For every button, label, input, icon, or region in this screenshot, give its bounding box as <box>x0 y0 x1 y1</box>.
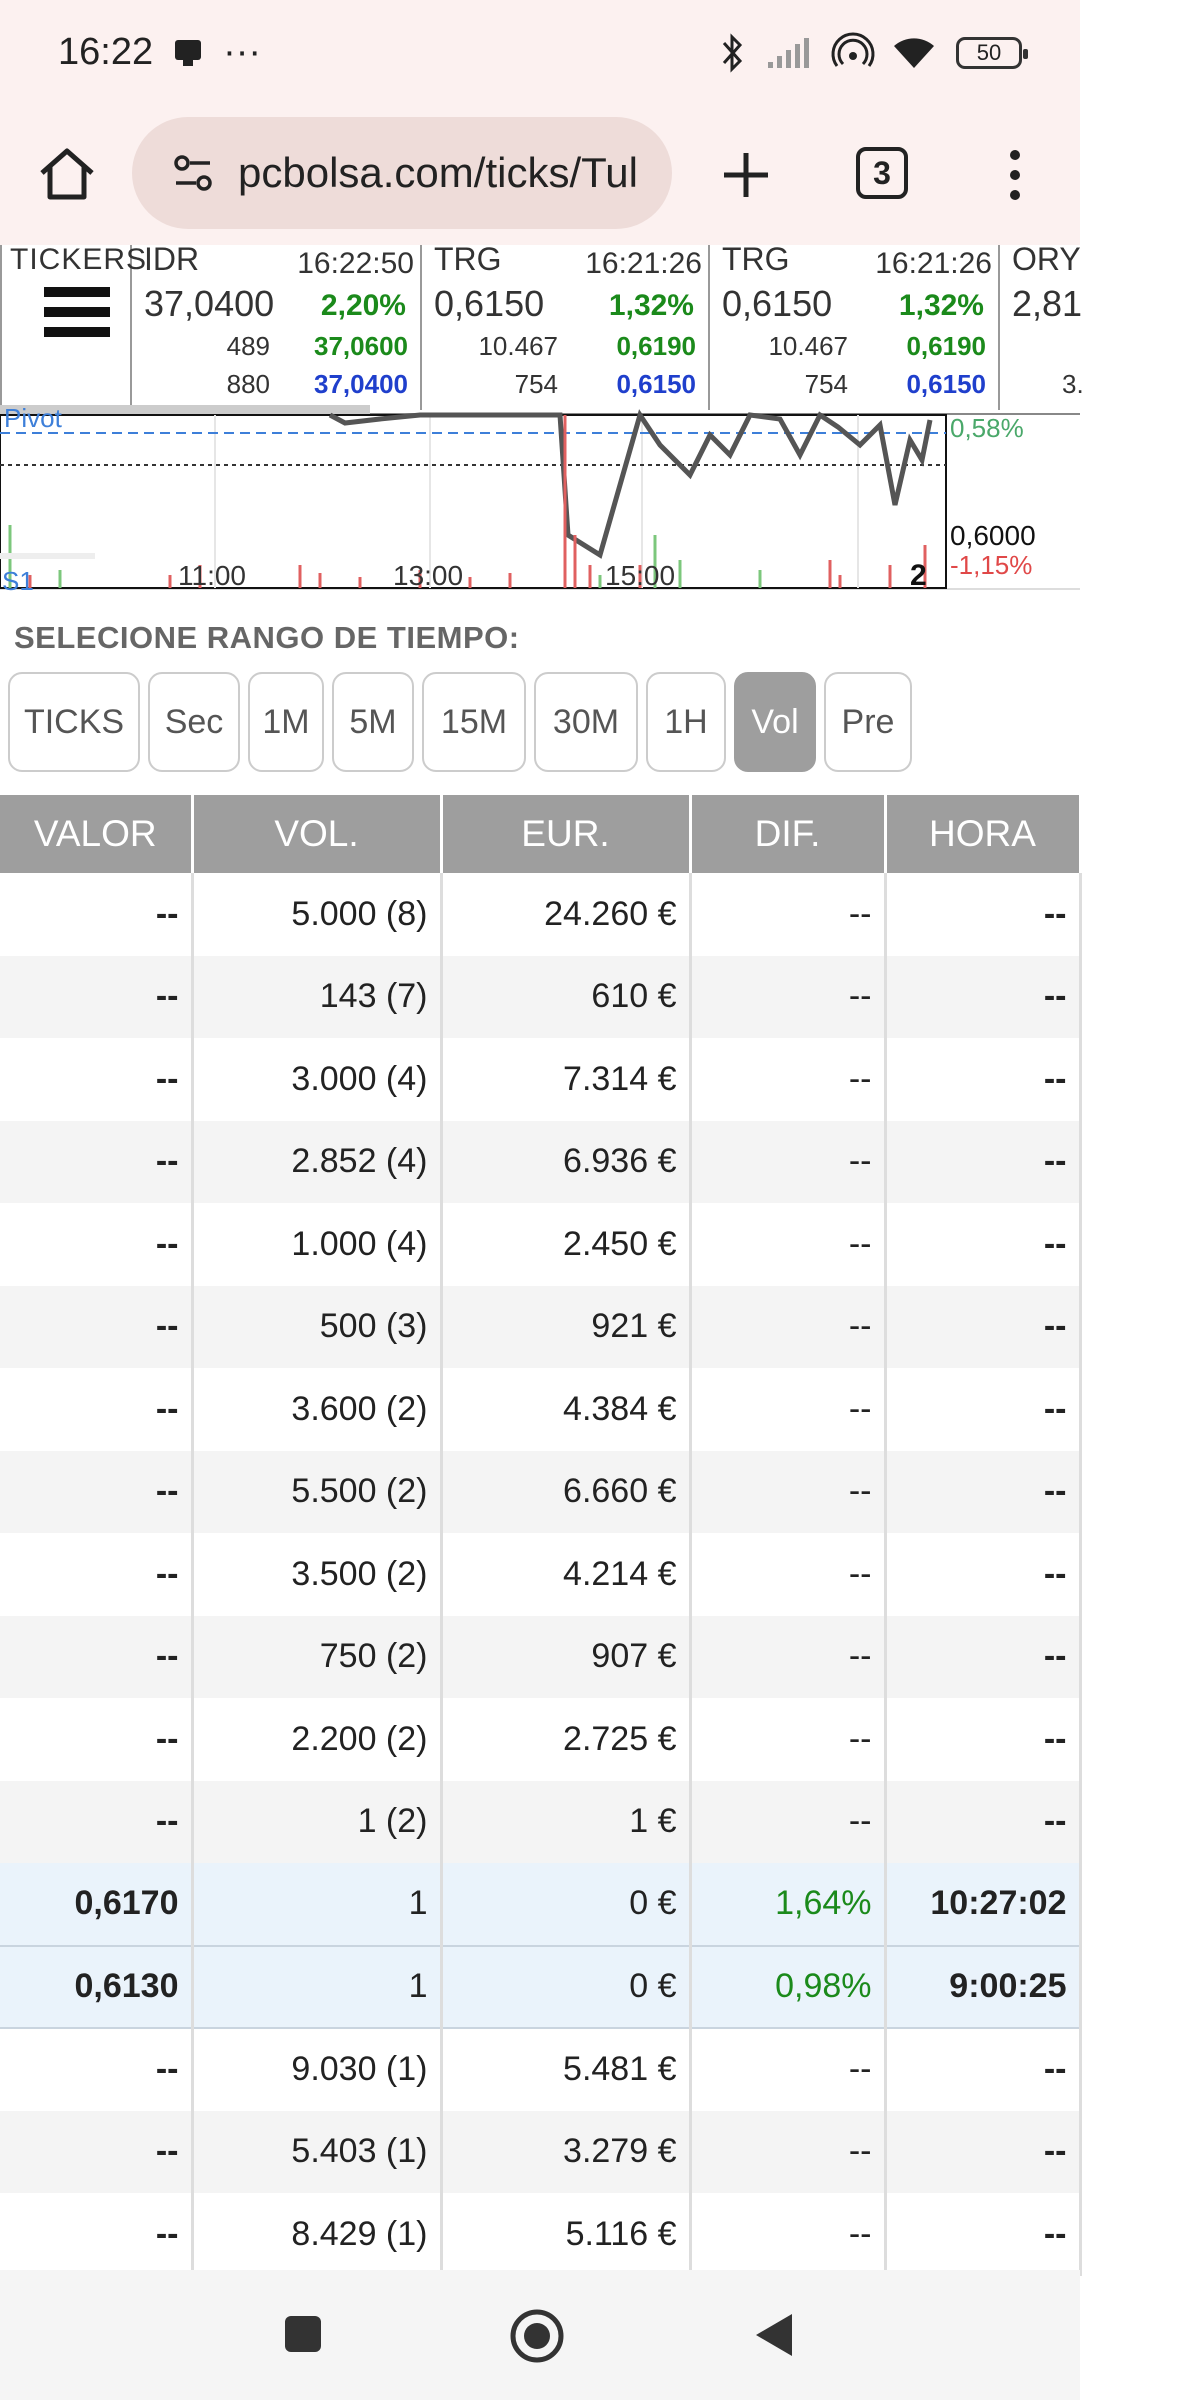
hotspot-icon <box>834 36 872 70</box>
table-row[interactable] <box>0 1863 1080 1946</box>
ticker-ask: 0,6150 <box>616 369 696 399</box>
cell-eur: 610 € <box>441 956 690 1039</box>
cell-hora: -- <box>885 1616 1080 1699</box>
cell-vol: 750 (2) <box>192 1616 441 1699</box>
range-button-30m[interactable]: 30M <box>534 672 638 772</box>
table-row[interactable] <box>0 1533 1080 1616</box>
status-bar <box>0 0 1080 105</box>
cell-dif: -- <box>690 2028 885 2111</box>
cell-vol: 5.000 (8) <box>192 873 441 956</box>
status-time: 16:22 <box>58 31 154 73</box>
cell-dif: 0,98% <box>690 1946 885 2029</box>
cell-dif: -- <box>690 1121 885 1204</box>
cell-hora: -- <box>885 1038 1080 1121</box>
ticker-ask-volume: 3. <box>1062 369 1084 399</box>
cell-dif: -- <box>690 1616 885 1699</box>
table-row[interactable] <box>0 1698 1080 1781</box>
volume-table[interactable] <box>0 795 1080 2270</box>
range-button-pre[interactable]: Pre <box>824 672 912 772</box>
cell-valor: -- <box>0 1368 192 1451</box>
cell-dif: -- <box>690 1698 885 1781</box>
cell-vol: 500 (3) <box>192 1286 441 1369</box>
cell-dif: -- <box>690 1533 885 1616</box>
table-row[interactable] <box>0 1121 1080 1204</box>
column-header-hora[interactable]: HORA <box>885 795 1080 873</box>
cell-eur: 0 € <box>441 1946 690 2029</box>
range-button-15m[interactable]: 15M <box>422 672 526 772</box>
table-row[interactable] <box>0 873 1080 956</box>
cell-eur: 2.725 € <box>441 1698 690 1781</box>
cell-eur: 1 € <box>441 1781 690 1864</box>
cell-eur: 6.660 € <box>441 1451 690 1534</box>
status-more: ··· <box>223 31 262 73</box>
cell-vol: 8.429 (1) <box>192 2193 441 2276</box>
cell-eur: 4.214 € <box>441 1533 690 1616</box>
range-button-1h[interactable]: 1H <box>646 672 726 772</box>
bluetooth-icon <box>718 33 746 73</box>
cell-eur: 4.384 € <box>441 1368 690 1451</box>
table-header <box>0 795 1080 873</box>
right-axis-bottom: -1,15% <box>950 550 1033 580</box>
range-button-5m[interactable]: 5M <box>332 672 414 772</box>
table-row[interactable] <box>0 1038 1080 1121</box>
pivot-label: Pivot <box>4 403 62 433</box>
cell-vol: 2.852 (4) <box>192 1121 441 1204</box>
cell-hora: 10:27:02 <box>885 1863 1080 1946</box>
cell-hora: -- <box>885 2193 1080 2276</box>
cell-vol: 5.403 (1) <box>192 2111 441 2194</box>
s1-label: S1 <box>2 566 34 596</box>
cell-eur: 907 € <box>441 1616 690 1699</box>
cell-valor: 0,6170 <box>0 1863 192 1946</box>
ticker-bid-volume: 489 <box>226 331 270 361</box>
cell-hora: -- <box>885 873 1080 956</box>
cell-vol: 143 (7) <box>192 956 441 1039</box>
ticker-symbol: ORY <box>1012 241 1081 277</box>
ticker-price: 0,6150 <box>722 283 833 324</box>
table-row[interactable] <box>0 1946 1080 2029</box>
ticker-ask-volume: 880 <box>226 369 270 399</box>
intraday-chart[interactable] <box>0 403 1080 596</box>
system-nav-bar <box>0 2270 1080 2400</box>
cell-dif: -- <box>690 2193 885 2276</box>
range-button-group <box>8 672 912 772</box>
cell-dif: -- <box>690 1286 885 1369</box>
cell-hora: -- <box>885 2111 1080 2194</box>
range-button-vol[interactable]: Vol <box>734 672 816 772</box>
ticker-ask-volume: 754 <box>804 369 848 399</box>
ticker-change: 1,32% <box>898 289 984 322</box>
cell-hora: -- <box>885 1368 1080 1451</box>
table-row[interactable] <box>0 1616 1080 1699</box>
cell-hora: -- <box>885 1121 1080 1204</box>
home-icon[interactable] <box>36 143 98 205</box>
cell-hora: 9:00:25 <box>885 1946 1080 2029</box>
chart-svg <box>0 403 1080 596</box>
address-bar[interactable] <box>132 117 672 229</box>
right-axis-top: 0,58% <box>950 413 1024 443</box>
url-text: pcbolsa.com/ticks/Tul <box>238 149 638 196</box>
range-label: SELECIONE RANGO DE TIEMPO: <box>14 620 520 655</box>
cell-vol: 5.500 (2) <box>192 1451 441 1534</box>
x-tick: 13:00 <box>393 560 464 591</box>
more-menu-icon[interactable] <box>1000 145 1030 205</box>
ticker-price: 2,81 <box>1012 283 1083 324</box>
cell-vol: 1 (2) <box>192 1781 441 1864</box>
notification-icon <box>171 36 205 70</box>
site-settings-icon[interactable] <box>172 153 214 193</box>
cell-vol: 9.030 (1) <box>192 2028 441 2111</box>
cell-dif: -- <box>690 1038 885 1121</box>
cell-eur: 24.260 € <box>441 873 690 956</box>
table-row[interactable] <box>0 2193 1080 2276</box>
cell-eur: 0 € <box>441 1863 690 1946</box>
cell-vol: 3.000 (4) <box>192 1038 441 1121</box>
cell-valor: -- <box>0 1781 192 1864</box>
cell-vol: 1 <box>192 1863 441 1946</box>
ticker-bid: 0,6190 <box>906 331 986 361</box>
cell-dif: 1,64% <box>690 1863 885 1946</box>
home-nav-icon[interactable] <box>509 2308 565 2364</box>
cell-hora: -- <box>885 1286 1080 1369</box>
cell-valor: -- <box>0 1698 192 1781</box>
table-row[interactable] <box>0 1451 1080 1534</box>
wifi-icon <box>892 36 936 70</box>
column-header-dif[interactable]: DIF. <box>690 795 885 873</box>
cell-vol: 3.600 (2) <box>192 1368 441 1451</box>
ticker-card[interactable] <box>424 241 710 410</box>
ticker-card[interactable] <box>1002 241 1202 410</box>
column-header-valor[interactable]: VALOR <box>0 795 192 873</box>
cell-vol: 1 <box>192 1946 441 2029</box>
cell-vol: 3.500 (2) <box>192 1533 441 1616</box>
cell-eur: 5.116 € <box>441 2193 690 2276</box>
ticker-price: 37,0400 <box>144 283 275 324</box>
ticker-ask: 37,0400 <box>314 369 408 399</box>
ticker-bid: 37,0600 <box>314 331 408 361</box>
cell-eur: 3.279 € <box>441 2111 690 2194</box>
cell-dif: -- <box>690 873 885 956</box>
range-button-sec[interactable]: Sec <box>148 672 240 772</box>
right-axis-price: 0,6000 <box>950 520 1036 551</box>
table-row[interactable] <box>0 2111 1080 2194</box>
cell-valor: -- <box>0 1286 192 1369</box>
cell-dif: -- <box>690 1203 885 1286</box>
cell-valor: -- <box>0 1038 192 1121</box>
ticker-change: 2,20% <box>320 289 406 322</box>
range-button-1m[interactable]: 1M <box>248 672 324 772</box>
ticker-symbol: TRG <box>722 241 790 277</box>
ticker-bid-volume: 10.467 <box>478 331 558 361</box>
cell-hora: -- <box>885 2028 1080 2111</box>
table-row[interactable] <box>0 1286 1080 1369</box>
cell-hora: -- <box>885 1533 1080 1616</box>
x-tick: 15:00 <box>605 560 676 591</box>
hamburger-icon <box>44 287 110 339</box>
table-row[interactable] <box>0 1203 1080 1286</box>
cell-valor: -- <box>0 956 192 1039</box>
cell-eur: 5.481 € <box>441 2028 690 2111</box>
ticker-card[interactable] <box>712 241 1000 410</box>
recents-icon[interactable] <box>283 2314 323 2354</box>
ticker-change: 1,32% <box>608 289 694 322</box>
ticker-time: 16:21:26 <box>875 247 992 280</box>
ticker-bid-volume: 10.467 <box>768 331 848 361</box>
column-header-eur[interactable]: EUR. <box>441 795 690 873</box>
ticker-ask: 0,6150 <box>906 369 986 399</box>
cell-valor: -- <box>0 2111 192 2194</box>
battery-level: 50 <box>976 39 1002 65</box>
ticker-card[interactable] <box>134 241 422 410</box>
ticker-bid: 0,6190 <box>616 331 696 361</box>
tab-switcher-button[interactable] <box>856 147 908 199</box>
tickers-menu-button[interactable] <box>0 243 148 415</box>
tab-count: 3 <box>873 154 891 191</box>
cell-valor: -- <box>0 873 192 956</box>
cell-valor: -- <box>0 1616 192 1699</box>
cell-dif: -- <box>690 1451 885 1534</box>
cell-valor: 0,6130 <box>0 1946 192 2029</box>
chart-corner-label: 2 <box>910 559 927 592</box>
range-button-ticks[interactable]: TICKS <box>8 672 140 772</box>
cell-hora: -- <box>885 956 1080 1039</box>
cell-valor: -- <box>0 2028 192 2111</box>
cell-dif: -- <box>690 1781 885 1864</box>
cell-dif: -- <box>690 956 885 1039</box>
cell-valor: -- <box>0 1451 192 1534</box>
cell-eur: 921 € <box>441 1286 690 1369</box>
ticker-symbol: IDR <box>144 241 200 277</box>
ticker-price: 0,6150 <box>434 283 545 324</box>
ticker-strip[interactable] <box>0 241 1084 415</box>
ticker-time: 16:22:50 <box>297 247 414 280</box>
table-row[interactable] <box>0 2028 1080 2111</box>
signal-icon <box>766 36 814 70</box>
cell-vol: 2.200 (2) <box>192 1698 441 1781</box>
cell-dif: -- <box>690 1368 885 1451</box>
cell-eur: 7.314 € <box>441 1038 690 1121</box>
cell-hora: -- <box>885 1451 1080 1534</box>
new-tab-icon[interactable] <box>716 145 776 205</box>
tickers-label: TICKERS <box>10 243 148 276</box>
cell-vol: 1.000 (4) <box>192 1203 441 1286</box>
battery-icon <box>956 37 1022 69</box>
cell-valor: -- <box>0 1121 192 1204</box>
ticker-ask-volume: 754 <box>514 369 558 399</box>
table-row[interactable] <box>0 956 1080 1039</box>
column-header-vol[interactable]: VOL. <box>192 795 441 873</box>
cell-valor: -- <box>0 1533 192 1616</box>
cell-eur: 2.450 € <box>441 1203 690 1286</box>
cell-valor: -- <box>0 1203 192 1286</box>
ticker-time: 16:21:26 <box>585 247 702 280</box>
cell-hora: -- <box>885 1698 1080 1781</box>
cell-valor: -- <box>0 2193 192 2276</box>
cell-eur: 6.936 € <box>441 1121 690 1204</box>
table-row[interactable] <box>0 1368 1080 1451</box>
table-row[interactable] <box>0 1781 1080 1864</box>
x-tick: 11:00 <box>178 560 246 591</box>
cell-dif: -- <box>690 2111 885 2194</box>
back-icon[interactable] <box>752 2310 796 2360</box>
cell-hora: -- <box>885 1203 1080 1286</box>
cell-hora: -- <box>885 1781 1080 1864</box>
ticker-symbol: TRG <box>434 241 502 277</box>
browser-toolbar <box>0 105 1080 245</box>
